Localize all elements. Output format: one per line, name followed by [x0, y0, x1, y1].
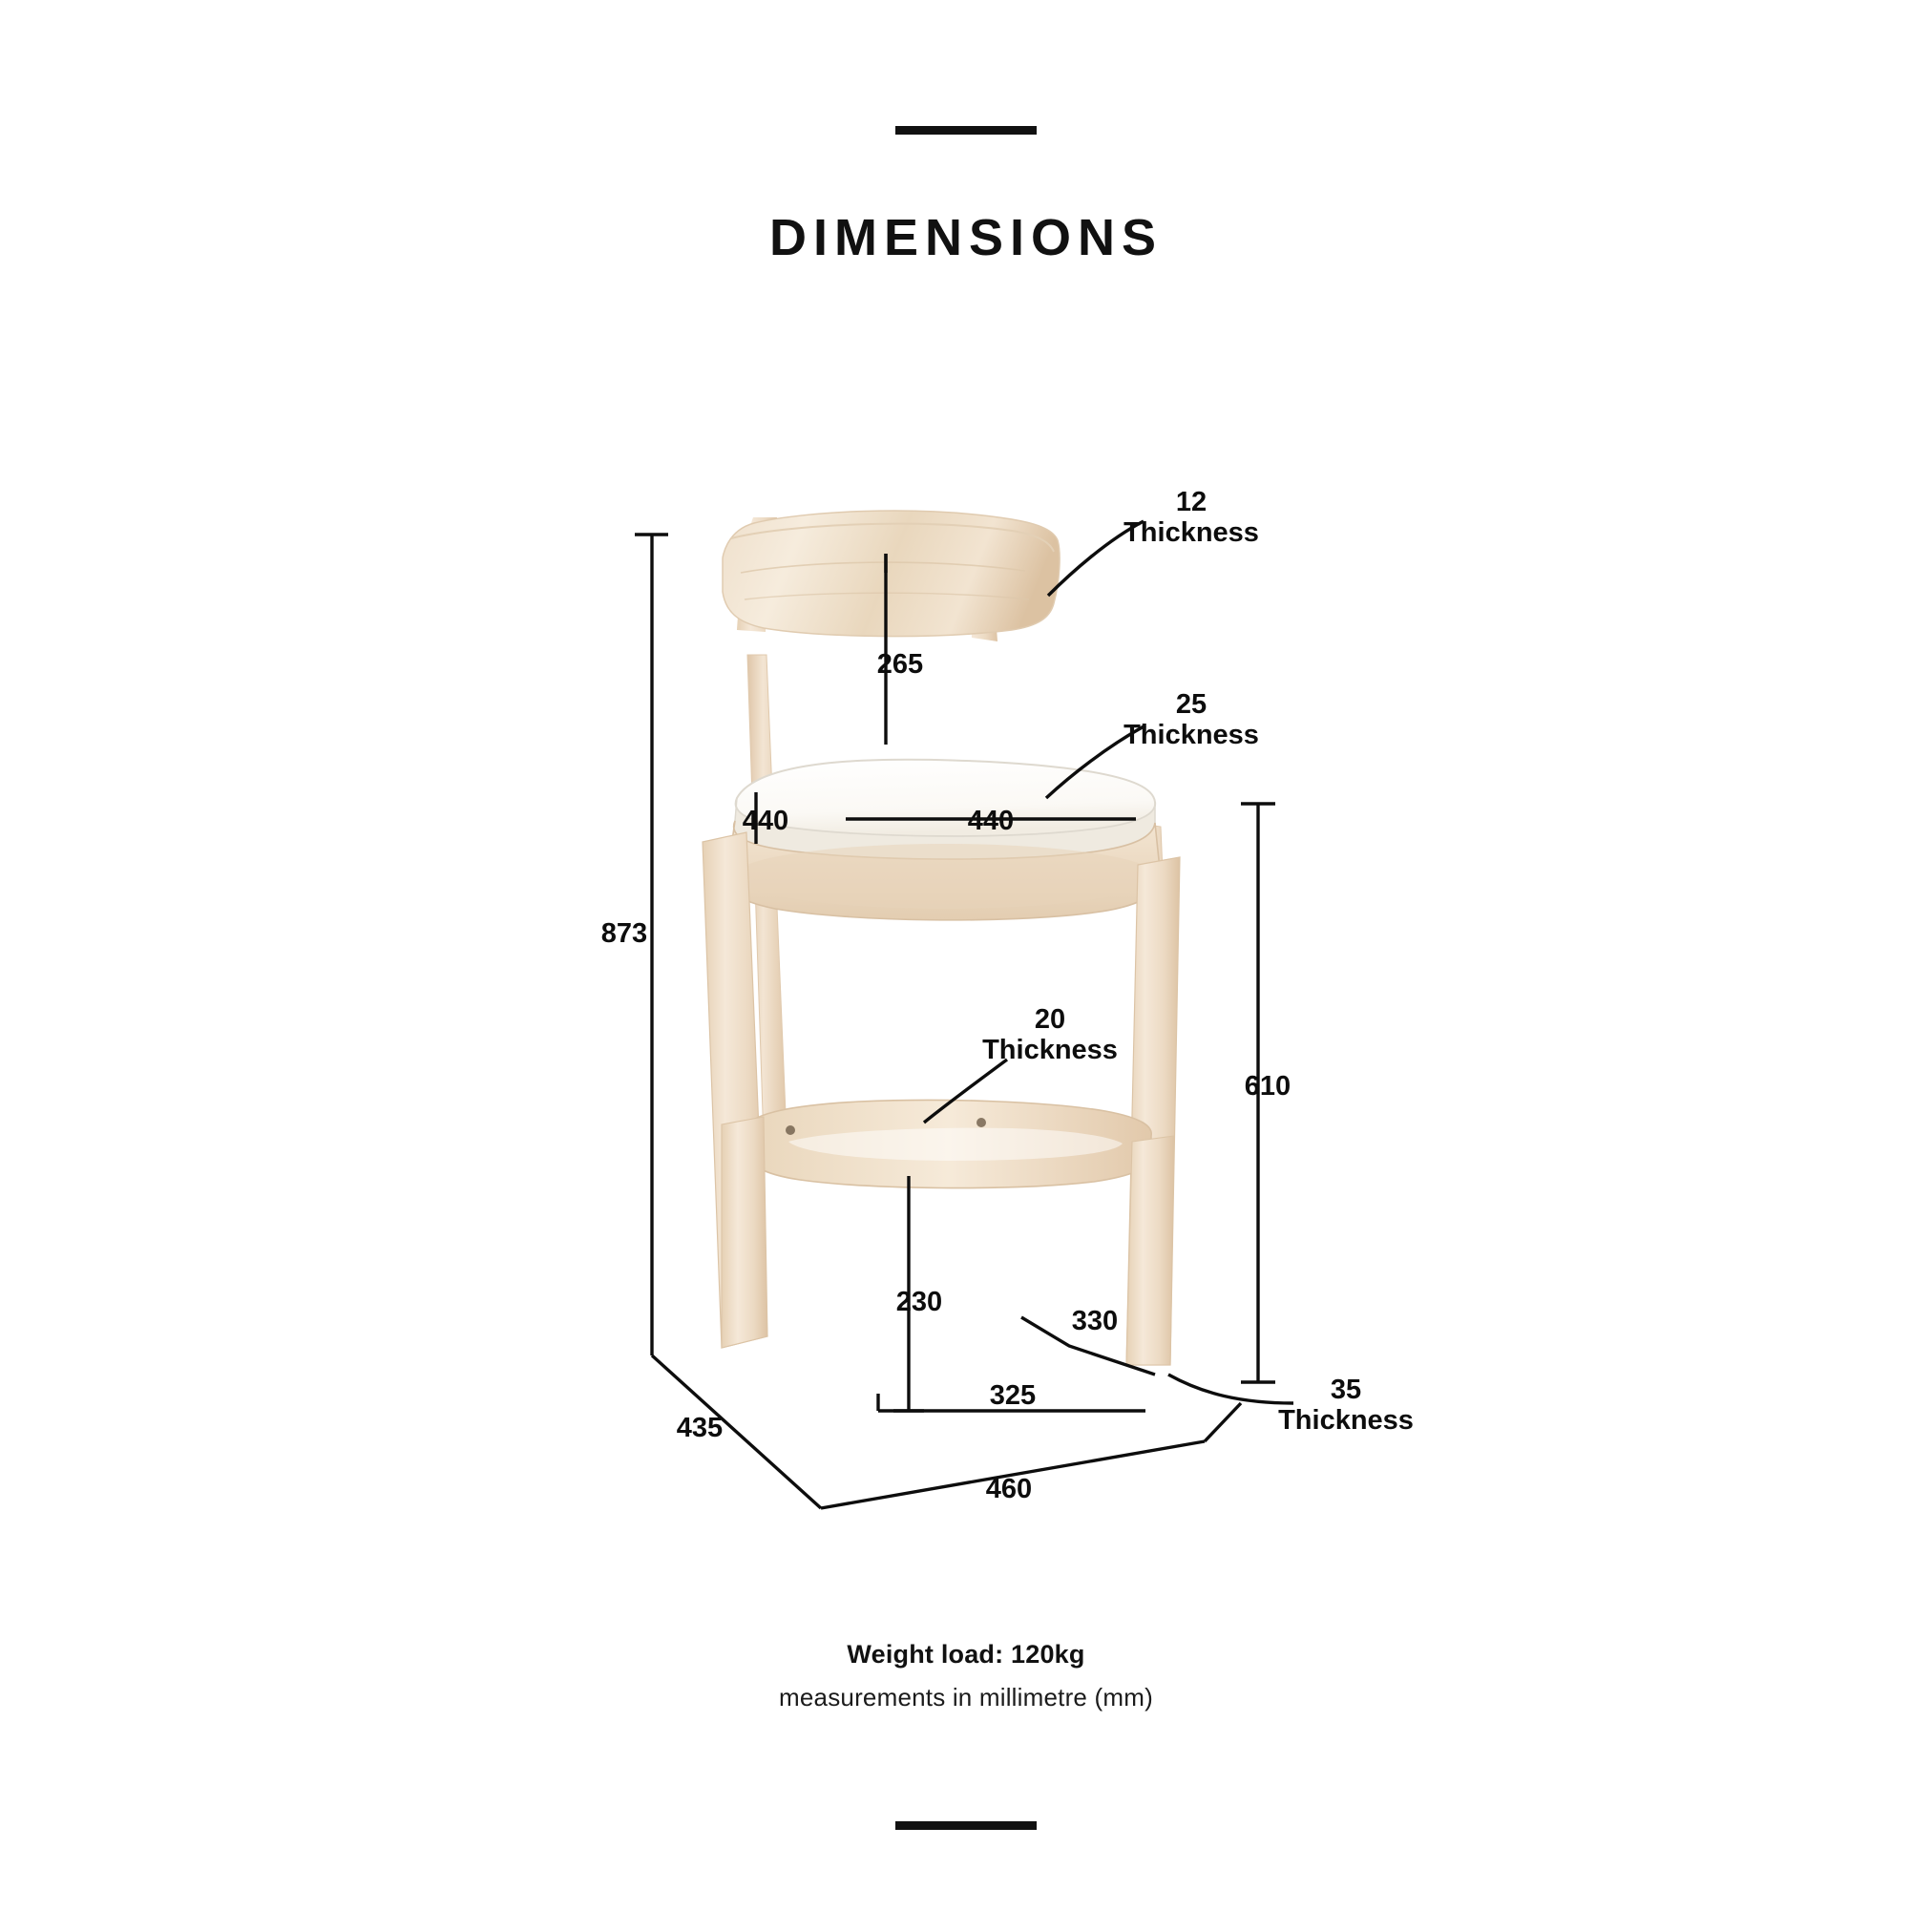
label-backrest-height-value: 265	[876, 649, 924, 680]
footrest-ring	[746, 1100, 1151, 1187]
seat-structure	[726, 760, 1161, 920]
label-seat-thickness-sub: Thickness	[1124, 720, 1259, 751]
label-footrest-height	[867, 1287, 972, 1317]
label-footrest-height-value: 230	[895, 1287, 943, 1317]
label-overall-depth	[647, 1413, 752, 1443]
footer-notes	[0, 1640, 1932, 1712]
label-overall-width-value: 460	[985, 1474, 1033, 1504]
label-seat-depth-right-value: 440	[967, 806, 1015, 836]
label-seat-thickness-value: 25	[1175, 689, 1208, 720]
label-footrest-depth	[1042, 1306, 1147, 1336]
label-backrest-thickness-sub: Thickness	[1124, 517, 1259, 549]
label-overall-height-value: 873	[600, 918, 648, 949]
page-title: DIMENSIONS	[768, 209, 1164, 266]
label-backrest-thickness-value: 12	[1175, 487, 1208, 517]
label-seat-height	[1220, 1071, 1315, 1102]
label-footrest-thickness	[964, 1004, 1136, 1066]
label-leg-thickness-value: 35	[1330, 1375, 1362, 1405]
bottom-divider-rule	[895, 1821, 1037, 1830]
label-footrest-thickness-sub: Thickness	[982, 1035, 1118, 1066]
label-footrest-thickness-value: 20	[1034, 1004, 1066, 1035]
label-seat-height-value: 610	[1244, 1071, 1292, 1102]
label-overall-depth-value: 435	[676, 1413, 724, 1443]
label-backrest-thickness	[1115, 487, 1268, 549]
label-footrest-width	[960, 1380, 1065, 1411]
weight-load-note: Weight load: 120kg	[847, 1640, 1085, 1669]
front-left-leg-lower	[722, 1117, 767, 1348]
label-seat-width-left-value: 440	[742, 806, 789, 836]
label-overall-height	[577, 918, 672, 949]
label-footrest-depth-value: 330	[1071, 1306, 1119, 1336]
label-leg-thickness	[1260, 1375, 1432, 1437]
label-footrest-width-value: 325	[989, 1380, 1037, 1411]
label-leg-thickness-sub: Thickness	[1278, 1405, 1414, 1437]
label-seat-width-left	[718, 806, 813, 836]
label-overall-width	[956, 1474, 1061, 1504]
label-backrest-height	[848, 649, 953, 680]
stool-illustration	[703, 511, 1180, 1365]
label-seat-thickness	[1115, 689, 1268, 751]
unit-note: measurements in millimetre (mm)	[779, 1683, 1153, 1712]
label-seat-depth-right	[943, 806, 1039, 836]
backrest	[723, 511, 1060, 637]
